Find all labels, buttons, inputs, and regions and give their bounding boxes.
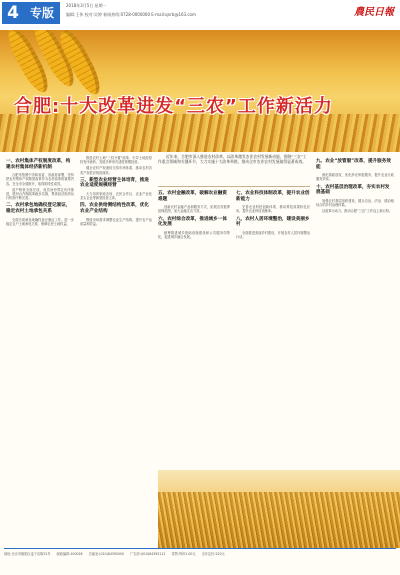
wheat-stalks-image: [158, 492, 400, 548]
section-heading: 五、农村金融改革，破解农业融资难题: [158, 191, 227, 202]
paragraph: 以改革为动力，推动合肥“三农”工作迈上新台阶。: [322, 209, 393, 214]
paragraph: 合肥市按照中央和省委、省政府部署，坚持把农村集体产权制度改革作为农村改革的重要内容，在全市全面推开，取得阶段性成效。: [6, 173, 74, 186]
footer-item: 零售:每份1.00元: [171, 552, 196, 556]
paragraph: 围绕市场需求调整农业生产结构，提升农产品质量和效益。: [80, 217, 152, 226]
paragraph: 推进农村土地“三权分置”改革，引导土地经营权有序流转，发展多种形式适度规模经营。: [80, 156, 152, 165]
paragraph: 健全农村产权流转交易市场体系，推动农村各类产权依法规范流转。: [80, 166, 152, 175]
section-heading: 八、农村人居环境整治，建设美丽乡村: [236, 216, 310, 228]
article-column-2: [80, 156, 152, 544]
headline: 合肥:十大改革进发“三农”工作新活力: [14, 96, 333, 117]
section-heading: 九、农业“放管服”改革，提升服务效能: [316, 159, 391, 170]
footer-item: 全年定价:220元: [201, 552, 225, 556]
section-label: 专版: [24, 2, 60, 24]
banner-image: [0, 30, 400, 152]
footer-item: 地址:北京市朝阳区麦子店街22号: [4, 552, 51, 556]
paragraph: 全面推进美丽乡村建设，开展农村人居环境整治行动。: [236, 230, 310, 239]
section-heading: 二、农村承包地确权登记颁证，稳定农村土地承包关系: [6, 203, 71, 214]
paragraph: 加强农村基层组织建设，健全自治、法治、德治相结合的乡村治理体系。: [316, 198, 394, 207]
paragraph: 深化简政放权，优化涉农审批服务，提升农业行政服务效率。: [316, 173, 394, 182]
editors-line: 编辑:王伟 校对:吴婷 新闻热线:0728-0000000 E-mail:qnrb@163.com: [66, 12, 196, 17]
footer-divider: [4, 548, 396, 549]
paragraph: 清产核资全面完成，成员身份界定有序推进，股份合作制改革稳步实施，集体经济组织运行机制不断完善。: [6, 187, 74, 201]
wheat-field-photo: [158, 470, 400, 548]
section-heading: 四、农业供给侧结构性改革，优化农业产业结构: [80, 203, 149, 214]
lead-paragraph: 近年来，合肥市深入推进农村改革，以改革激发农业农村发展新动能，围绕“三农”工作重点领域和关键环节，大力实施十大改革举措，推动全市农业农村发展取得显著成效。: [158, 154, 310, 187]
article-column-1: [6, 156, 74, 544]
section-heading: 十、农村基层治理改革，夯实农村发展基础: [316, 184, 390, 196]
section-heading: 七、农业科技体制改革，提升农业创新能力: [236, 191, 310, 202]
section-heading: 三、新型农业经营主体培育，推进农业适度规模经营: [80, 177, 149, 189]
footer: [4, 552, 396, 572]
paragraph: 全面完成承包地确权登记颁证工作，进一步稳定农户土地承包关系，保障农民土地权益。: [6, 217, 74, 226]
paragraph: 大力培育家庭农场、农民合作社、农业产业化龙头企业等新型经营主体。: [80, 192, 152, 201]
section-heading: 一、农村集体产权制度改革，构建农村集体经济新机制: [6, 159, 71, 170]
footer-item: 广告部:(010)84395112: [130, 552, 166, 556]
paragraph: 完善农业科技创新体系，推动科技成果转化应用，提升农业科技贡献率。: [236, 205, 310, 214]
page-number: 4: [2, 2, 24, 24]
paragraph: 统筹推进城乡基础设施建设和公共服务均等化，促进城乡融合发展。: [158, 230, 230, 239]
footer-item: 总编室:(010)84395000: [88, 552, 125, 556]
top-bar: [0, 0, 400, 32]
section-heading: 六、农村综合改革，推进城乡一体化发展: [158, 216, 227, 228]
date-line: 2018年3月5日 星期一: [66, 3, 107, 8]
wheat-field-image: [0, 114, 400, 152]
masthead: 農民日報: [354, 7, 394, 18]
footer-item: 邮政编码:100026: [56, 552, 83, 556]
paragraph: 创新农村金融产品和服务方式，拓展农村抵押担保范围，加大金融支农力度。: [158, 205, 230, 214]
